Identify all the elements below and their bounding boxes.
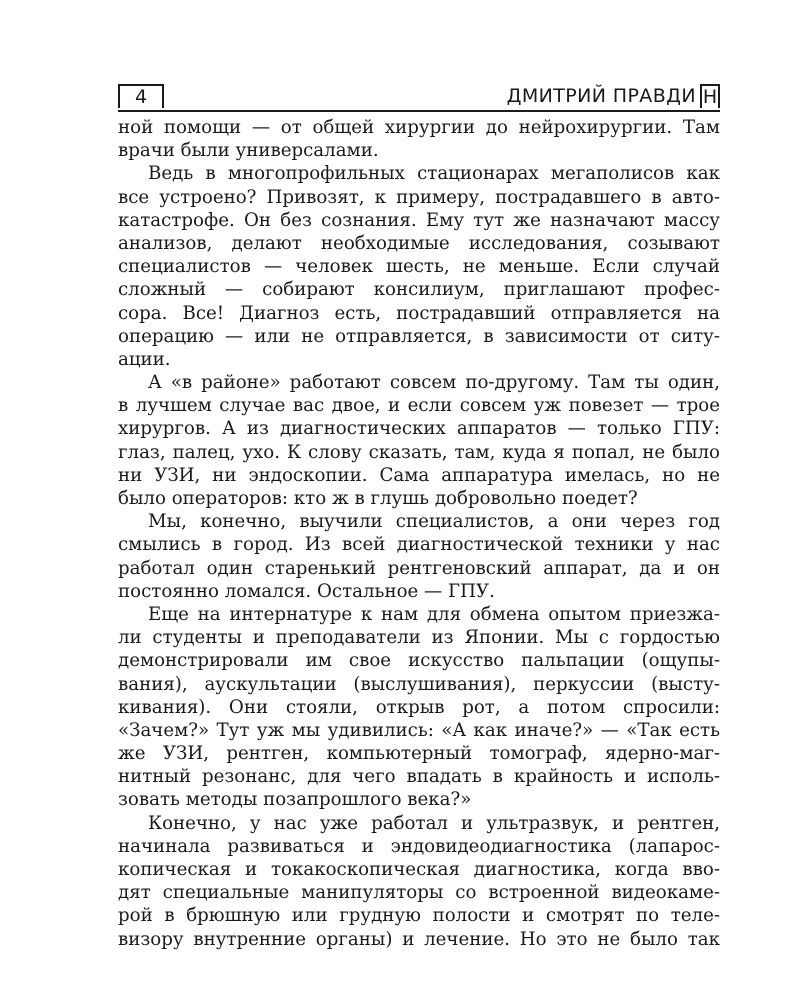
running-head: [118, 84, 720, 112]
text-line: ации.: [118, 348, 171, 370]
text-line: постоянно ломался. Остальное — ГПУ.: [118, 580, 495, 602]
text-line: работал один старенький рентгеновский аппарат, да и он: [118, 557, 720, 579]
text-line: А «в районе» работают совсем по-другому. Там ты один,: [148, 372, 720, 394]
text-line: дят специальные манипуляторы со встроенной видеокаме-: [118, 882, 720, 904]
text-line: Еще на интернатуре к нам для обмена опытом приезжа-: [148, 603, 720, 625]
text-line: же УЗИ, рентген, компьютерный томограф, ядерно-маг-: [118, 743, 720, 765]
text-line: «Зачем?» Тут уж мы удивились: «А как иначе?» — «Так есть: [118, 719, 720, 741]
text-line: ни УЗИ, ни эндоскопии. Сама аппаратура имелась, но не: [118, 464, 720, 486]
author-name-last-letter: Н: [700, 84, 720, 108]
text-line: в лучшем случае вас двое, и если совсем уж повезет — трое: [118, 395, 720, 417]
text-line: сложный — собирают консилиум, приглашают профес-: [118, 279, 720, 301]
page-number: 4: [118, 84, 164, 108]
text-line: кивания). Они стояли, открыв рот, а потом спросили:: [118, 696, 720, 718]
text-line: хирургов. А из диагностических аппаратов — только ГПУ:: [118, 418, 720, 440]
text-line: сора. Все! Диагноз есть, пострадавший отправляется на: [118, 302, 720, 324]
text-line: было операторов: кто ж в глушь добровольно поедет?: [118, 488, 638, 509]
body-text: [118, 116, 720, 951]
text-line: вания), аускультации (выслушивания), перкуссии (высту-: [118, 673, 720, 695]
text-line: Конечно, у нас уже работал и ультразвук, и рентген,: [148, 812, 720, 834]
text-line: глаз, палец, ухо. К слову сказать, там, куда я попал, не было: [118, 441, 720, 463]
text-line: визору внутренние органы) и лечение. Но это не было так: [118, 928, 720, 950]
text-line: Ведь в многопрофильных стационарах мегаполисов как: [148, 163, 720, 185]
text-line: начинала развиваться и эндовидеодиагностика (лапарос-: [118, 835, 720, 857]
text-line: демонстрировали им свое искусство пальпации (ощупы-: [118, 650, 720, 672]
text-line: специалистов — человек шесть, не меньше. Если случай: [118, 256, 720, 278]
text-line: анализов, делают необходимые исследования, созывают: [118, 232, 720, 254]
text-line: ной помощи — от общей хирургии до нейрохирургии. Там: [118, 117, 720, 138]
text-line: смылись в город. Из всей диагностической техники у нас: [118, 534, 720, 556]
text-line: врачи были универсалами.: [118, 140, 379, 162]
text-line: ли студенты и преподаватели из Японии. Мы с гордостью: [118, 627, 720, 649]
text-line: нитный резонанс, для чего впадать в крайность и исполь-: [118, 766, 720, 788]
text-line: операцию — или не отправляется, в зависимости от ситу-: [118, 325, 720, 347]
text-line: зовать методы позапрошлого века?»: [118, 789, 472, 811]
text-line: катастрофе. Он без сознания. Ему тут же назначают массу: [118, 209, 720, 231]
author-name: ДМИТРИЙ ПРАВДИ: [506, 85, 696, 107]
text-line: все устроено? Привозят, к примеру, пострадавшего в авто-: [118, 186, 720, 208]
text-line: копическая и токакоскопическая диагностика, когда вво-: [118, 859, 720, 880]
text-line: Мы, конечно, выучили специалистов, а они через год: [148, 511, 720, 533]
text-line: рой в брюшную или грудную полости и смотрят по теле-: [118, 905, 720, 927]
